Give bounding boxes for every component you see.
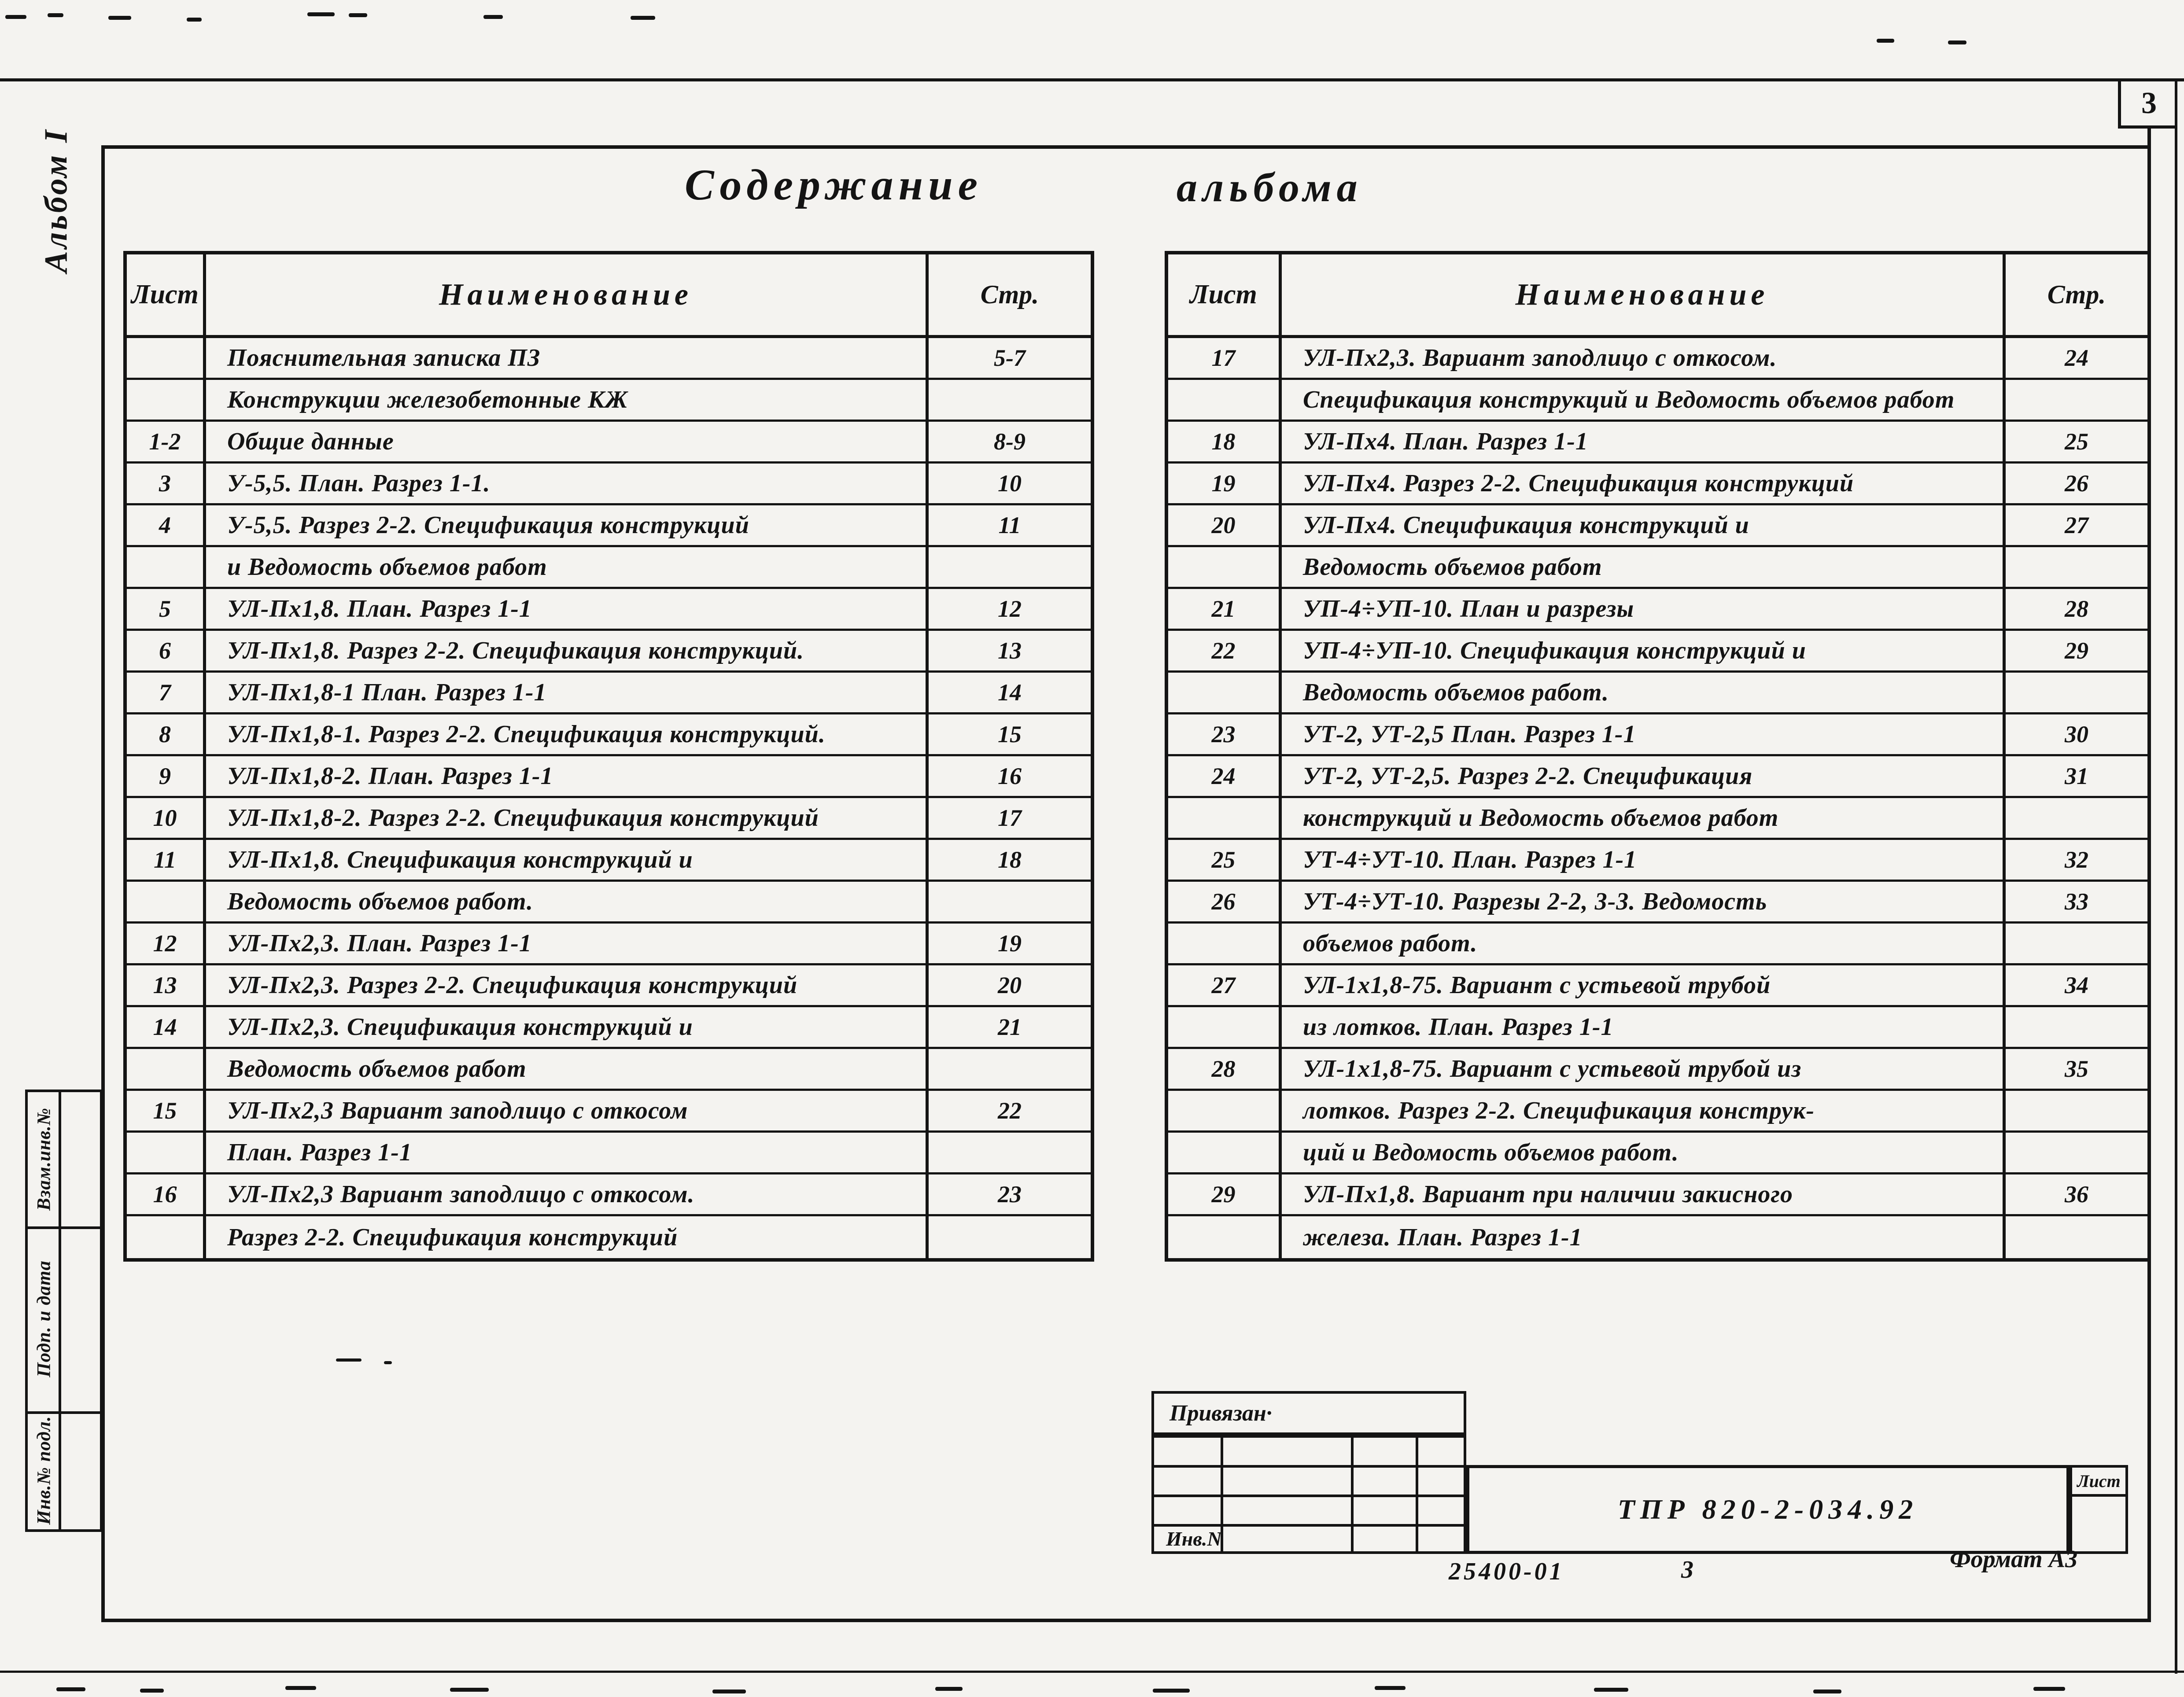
table-row [1168, 422, 2147, 464]
binding-label: Привязан· [1169, 1400, 1272, 1426]
contents-table-left [123, 251, 1094, 1262]
sheet-cell: 19 [1168, 464, 1282, 503]
page-cell: 16 [998, 763, 1022, 789]
page-cell [2006, 1133, 2147, 1172]
name-cell: УТ-2, УТ-2,5 План. Разрез 1-1 [1282, 714, 2006, 754]
table-row [127, 547, 1091, 589]
stamp-label-inv-podl: Инв.№ подл. [33, 1416, 55, 1525]
table-row [1168, 882, 2147, 924]
page-cell: 30 [2065, 721, 2088, 747]
table-row [1168, 380, 2147, 422]
stamp-divider-horizontal [28, 1411, 100, 1414]
sheet-cell [1168, 380, 1282, 420]
page-cell [929, 1049, 1091, 1089]
name-cell: УЛ-1х1,8-75. Вариант с устьевой трубой [1282, 965, 2006, 1005]
page-cell: 17 [998, 805, 1022, 831]
page-cell [929, 1216, 1091, 1258]
page-cell: 29 [2065, 637, 2088, 664]
table-row [127, 673, 1091, 714]
scan-artifact-dash [1153, 1689, 1190, 1693]
sheet-cell [1168, 924, 1282, 963]
name-cell: У-5,5. План. Разрез 1-1. [206, 464, 929, 503]
scan-artifact-dash [48, 13, 63, 17]
scan-artifact-dash [450, 1688, 489, 1692]
sheet-cell: 14 [127, 1007, 206, 1047]
table-row [127, 1216, 1091, 1258]
scan-artifact-dash [349, 13, 367, 17]
page-cell: 34 [2065, 972, 2088, 998]
page-number-box [2118, 81, 2177, 129]
page-cell: 8-9 [994, 428, 1026, 455]
name-cell: Ведомость объемов работ [1282, 547, 2006, 587]
scan-artifact-dash [187, 18, 202, 22]
name-cell: Ведомость объемов работ. [1282, 673, 2006, 712]
stamp-label-vzam-inv: Взам.инв.№ [33, 1107, 55, 1211]
sheet-cell: 18 [1168, 422, 1282, 461]
scan-artifact-dash [140, 1689, 164, 1693]
sheet-cell: 20 [1168, 505, 1282, 545]
table-row [127, 840, 1091, 882]
name-cell: конструкций и Ведомость объемов работ [1282, 798, 2006, 838]
outer-top-border-line [0, 78, 2184, 81]
name-cell: УЛ-Пх2,3. План. Разрез 1-1 [206, 924, 929, 963]
scan-artifact-dash [307, 12, 335, 16]
table-row [127, 505, 1091, 547]
table-row [1168, 1049, 2147, 1091]
name-cell: УЛ-Пх4. Спецификация конструкций и [1282, 505, 2006, 545]
sheet-cell [127, 338, 206, 378]
grid-line [1154, 1495, 1464, 1497]
name-cell: УЛ-Пх1,8. Вариант при наличии закисного [1282, 1174, 2006, 1214]
header-page: Стр. [2047, 280, 2106, 309]
frame-corner-stub-line [2147, 128, 2151, 147]
sheet-cell: 26 [1168, 882, 1282, 921]
table-row [127, 1091, 1091, 1133]
table-row [1168, 1007, 2147, 1049]
table-row [127, 380, 1091, 422]
name-cell: УЛ-Пх1,8-1 План. Разрез 1-1 [206, 673, 929, 712]
sheet-cell [127, 1049, 206, 1089]
page-cell: 20 [998, 972, 1022, 998]
table-row [1168, 338, 2147, 380]
name-cell: УТ-4÷УТ-10. Разрезы 2-2, 3-3. Ведомость [1282, 882, 2006, 921]
sheet-cell [1168, 673, 1282, 712]
album-side-label: Альбом I [38, 128, 74, 273]
sheet-cell: 23 [1168, 714, 1282, 754]
name-cell: УП-4÷УП-10. План и разрезы [1282, 589, 2006, 629]
page-cell: 24 [2065, 345, 2088, 371]
sheet-cell: 21 [1168, 589, 1282, 629]
name-cell: Ведомость объемов работ. [206, 882, 929, 921]
name-cell: УЛ-Пх1,8-2. План. Разрез 1-1 [206, 756, 929, 796]
scan-artifact-dash [631, 16, 655, 20]
table-row [1168, 673, 2147, 714]
name-cell: железа. План. Разрез 1-1 [1282, 1216, 2006, 1258]
page-cell: 27 [2065, 512, 2088, 538]
name-cell: У-5,5. Разрез 2-2. Спецификация конструкций [206, 505, 929, 545]
sheet-cell [127, 1133, 206, 1172]
table-row [127, 589, 1091, 631]
sheet-cell: 6 [127, 631, 206, 670]
sheet-cell: 12 [127, 924, 206, 963]
table-row [1168, 547, 2147, 589]
scan-artifact-dash [285, 1686, 316, 1690]
name-cell: УЛ-Пх2,3. Вариант заподлицо с откосом. [1282, 338, 2006, 378]
scan-artifact-dash [336, 1358, 362, 1362]
sheet-cell: 10 [127, 798, 206, 838]
sheet-cell: 29 [1168, 1174, 1282, 1214]
bottom-sheet-number: 3 [1681, 1556, 1693, 1583]
sheet-cell [1168, 547, 1282, 587]
name-cell: УП-4÷УП-10. Спецификация конструкций и [1282, 631, 2006, 670]
name-cell: Пояснительная записка ПЗ [206, 338, 929, 378]
scan-artifact-dash [483, 15, 503, 19]
page-cell: 14 [998, 679, 1022, 706]
stamp-label-podp-data: Подп. и дата [33, 1260, 55, 1377]
sheet-label-box [2070, 1465, 2128, 1497]
table-row [127, 965, 1091, 1007]
name-cell: из лотков. План. Разрез 1-1 [1282, 1007, 2006, 1047]
scan-artifact-dash [5, 15, 26, 19]
table-row [1168, 840, 2147, 882]
page-cell [2006, 547, 2147, 587]
scan-artifact-dash [108, 16, 131, 20]
page-cell: 10 [998, 470, 1022, 497]
page-cell: 35 [2065, 1056, 2088, 1082]
table-row [127, 631, 1091, 673]
table-row [1168, 714, 2147, 756]
grid-line [1154, 1465, 1464, 1468]
name-cell: УЛ-Пх2,3 Вариант заподлицо с откосом [206, 1091, 929, 1130]
table-row [1168, 505, 2147, 547]
name-cell: УЛ-Пх2,3. Спецификация конструкций и [206, 1007, 929, 1047]
name-cell: УЛ-Пх1,8. План. Разрез 1-1 [206, 589, 929, 629]
table-row [127, 1174, 1091, 1216]
page-cell [929, 882, 1091, 921]
scan-artifact-dash [2033, 1687, 2065, 1691]
table-row [1168, 631, 2147, 673]
scan-artifact-dash [1877, 39, 1894, 43]
sheet-cell: 13 [127, 965, 206, 1005]
name-cell: УЛ-Пх4. План. Разрез 1-1 [1282, 422, 2006, 461]
margin-stamp-block [25, 1090, 103, 1532]
sheet-cell: 28 [1168, 1049, 1282, 1089]
name-cell: УЛ-Пх1,8-2. Разрез 2-2. Спецификация конструкций [206, 798, 929, 838]
table-row [1168, 589, 2147, 631]
sheet-cell: 25 [1168, 840, 1282, 880]
page-cell: 22 [998, 1097, 1022, 1124]
document-number: ТПР 820-2-034.92 [1617, 1494, 1918, 1525]
header-name: Наименование [1282, 254, 2006, 335]
sheet-cell [1168, 1091, 1282, 1130]
sheet-cell: 8 [127, 714, 206, 754]
table-row [1168, 1174, 2147, 1216]
page-cell: 36 [2065, 1181, 2088, 1207]
table-row [127, 1007, 1091, 1049]
page-cell: 18 [998, 847, 1022, 873]
table-row [1168, 924, 2147, 965]
page-cell: 19 [998, 930, 1022, 957]
name-cell: УЛ-Пх4. Разрез 2-2. Спецификация конструкций [1282, 464, 2006, 503]
table-row [1168, 1091, 2147, 1133]
document-number-box [1466, 1465, 2070, 1554]
page-cell [2006, 380, 2147, 420]
sheet-cell: 24 [1168, 756, 1282, 796]
name-cell: объемов работ. [1282, 924, 2006, 963]
table-row [127, 464, 1091, 505]
header-name: Наименование [206, 254, 929, 335]
scan-artifact-dash [1594, 1688, 1628, 1692]
page-cell: 32 [2065, 847, 2088, 873]
table-row [1168, 1133, 2147, 1174]
sheet-cell: 7 [127, 673, 206, 712]
bottom-order-number: 25400-01 [1449, 1558, 1564, 1585]
scan-artifact-dash [1813, 1690, 1841, 1693]
table-row [127, 422, 1091, 464]
page-cell: 33 [2065, 888, 2088, 915]
page-cell: 28 [2065, 596, 2088, 622]
name-cell: Разрез 2-2. Спецификация конструкций [206, 1216, 929, 1258]
table-header-row [1168, 254, 2147, 338]
sheet-cell: 16 [127, 1174, 206, 1214]
stamp-divider-vertical [59, 1092, 61, 1529]
page-cell: 12 [998, 596, 1022, 622]
table-row [127, 924, 1091, 965]
name-cell: УЛ-Пх1,8-1. Разрез 2-2. Спецификация конструкций. [206, 714, 929, 754]
name-cell: УТ-2, УТ-2,5. Разрез 2-2. Спецификация [1282, 756, 2006, 796]
table-row [127, 1049, 1091, 1091]
scan-artifact-dash [935, 1687, 963, 1691]
table-row [1168, 756, 2147, 798]
sheet-number-box [2070, 1494, 2128, 1554]
table-row [127, 882, 1091, 924]
sheet-cell [1168, 1216, 1282, 1258]
page-cell: 26 [2065, 470, 2088, 497]
scan-artifact-dash [56, 1687, 85, 1691]
page-number: 3 [2141, 86, 2157, 120]
outer-bottom-border-line [0, 1671, 2184, 1673]
page-cell [929, 1133, 1091, 1172]
sheet-cell: 9 [127, 756, 206, 796]
sheet-cell: 4 [127, 505, 206, 545]
name-cell: Конструкции железобетонные КЖ [206, 380, 929, 420]
table-row [1168, 464, 2147, 505]
page-cell: 11 [998, 512, 1021, 538]
sheet-cell [127, 1216, 206, 1258]
page-cell [2006, 673, 2147, 712]
inventory-number-label: Инв.N [1166, 1527, 1222, 1550]
table-row [1168, 965, 2147, 1007]
outer-right-border-line [2175, 78, 2177, 1674]
sheet-label: Лист [2077, 1471, 2121, 1491]
name-cell: лотков. Разрез 2-2. Спецификация конструк- [1282, 1091, 2006, 1130]
sheet-cell [127, 882, 206, 921]
header-page: Стр. [980, 280, 1039, 309]
scan-artifact-dash [712, 1690, 746, 1693]
page-title-word-2: альбома [1177, 165, 1363, 210]
page-cell: 15 [998, 721, 1022, 747]
name-cell: ций и Ведомость объемов работ. [1282, 1133, 2006, 1172]
sheet-cell [127, 547, 206, 587]
name-cell: Спецификация конструкций и Ведомость объемов работ [1282, 380, 2006, 420]
page-cell: 23 [998, 1181, 1022, 1207]
name-cell: План. Разрез 1-1 [206, 1133, 929, 1172]
name-cell: УЛ-Пх1,8. Спецификация конструкций и [206, 840, 929, 880]
page-cell [929, 380, 1091, 420]
table-row [127, 798, 1091, 840]
name-cell: УТ-4÷УТ-10. План. Разрез 1-1 [1282, 840, 2006, 880]
sheet-cell [1168, 1133, 1282, 1172]
binding-box [1151, 1391, 1466, 1435]
sheet-cell [1168, 798, 1282, 838]
page-title-word-1: Содержание [685, 160, 983, 209]
table-row [127, 756, 1091, 798]
name-cell: УЛ-Пх2,3. Разрез 2-2. Спецификация конструкций [206, 965, 929, 1005]
sheet-cell: 11 [127, 840, 206, 880]
page-cell: 5-7 [994, 345, 1026, 371]
table-row [1168, 1216, 2147, 1258]
page-cell [929, 547, 1091, 587]
page-cell: 31 [2065, 763, 2088, 789]
sheet-cell: 15 [127, 1091, 206, 1130]
name-cell: Ведомость объемов работ [206, 1049, 929, 1089]
format-label: Формат А3 [1950, 1546, 2078, 1573]
sheet-cell: 27 [1168, 965, 1282, 1005]
scan-artifact-dash [384, 1361, 392, 1364]
sheet-cell: 1-2 [127, 422, 206, 461]
scan-artifact-dash [1375, 1686, 1406, 1690]
contents-table-right [1165, 251, 2151, 1262]
sheet-cell: 5 [127, 589, 206, 629]
scan-artifact-dash [1948, 40, 1966, 44]
page-cell [2006, 1007, 2147, 1047]
table-row [127, 1133, 1091, 1174]
name-cell: Общие данные [206, 422, 929, 461]
table-header-row [127, 254, 1091, 338]
page-cell: 13 [998, 637, 1022, 664]
header-sheet: Лист [1168, 254, 1282, 335]
page-cell: 25 [2065, 428, 2088, 455]
header-sheet: Лист [127, 254, 206, 335]
name-cell: УЛ-1х1,8-75. Вариант с устьевой трубой из [1282, 1049, 2006, 1089]
table-row [127, 714, 1091, 756]
page-cell [2006, 1216, 2147, 1258]
sheet-cell: 3 [127, 464, 206, 503]
name-cell: УЛ-Пх2,3 Вариант заподлицо с откосом. [206, 1174, 929, 1214]
stamp-divider-horizontal [28, 1226, 100, 1229]
sheet-cell: 17 [1168, 338, 1282, 378]
name-cell: УЛ-Пх1,8. Разрез 2-2. Спецификация конструкций. [206, 631, 929, 670]
sheet-cell [127, 380, 206, 420]
page-cell [2006, 798, 2147, 838]
table-row [127, 338, 1091, 380]
table-row [1168, 798, 2147, 840]
page-cell [2006, 1091, 2147, 1130]
page-cell: 21 [998, 1014, 1022, 1040]
name-cell: и Ведомость объемов работ [206, 547, 929, 587]
sheet-cell [1168, 1007, 1282, 1047]
sheet-cell: 22 [1168, 631, 1282, 670]
page-cell [2006, 924, 2147, 963]
